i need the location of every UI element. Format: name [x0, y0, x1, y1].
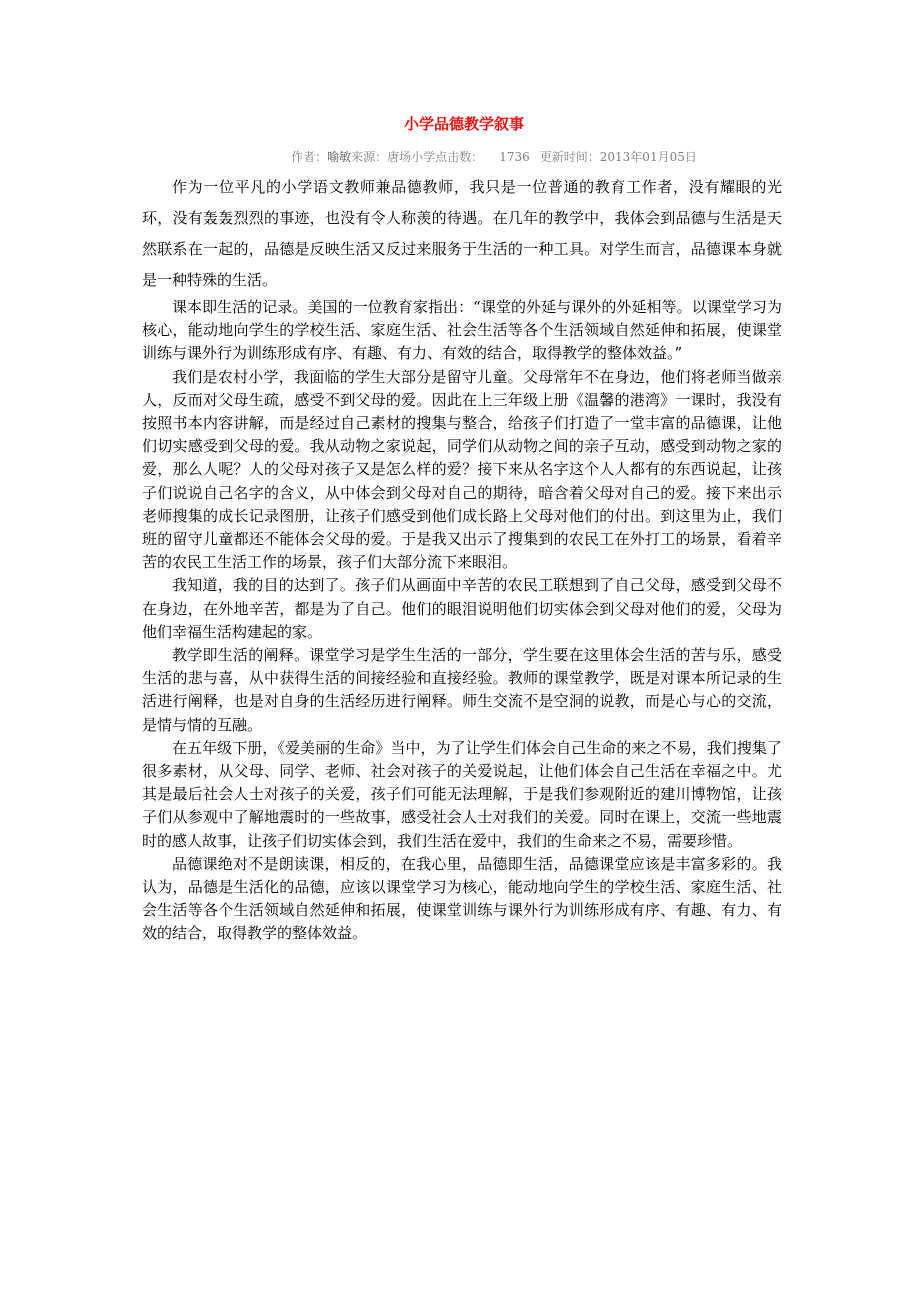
paragraph: 在五年级下册，《爱美丽的生命》当中，为了让学生们体会自己生命的来之不易，我们搜集了很多素材，从父母、同学、老师、社会对孩子的关爱说起，让他们体会自己生活在幸福之中。尤其是最后社会人士对孩子的关爱，孩子们可能无法理解，于是我们参观附近的建川博物馆，让孩子们从参观中了解地震时的一些故事，感受社会人士对我们的关爱。同时在课上，交流一些地震时的感人故事，让孩子们切实体会到，我们生活在爱中，我们的生命来之不易，需要珍惜。: [142, 738, 782, 850]
author-name: 喻敏: [327, 150, 352, 164]
paragraph: 教学即生活的阐释。课堂学习是学生生活的一部分，学生要在这里体会生活的苦与乐，感受生活的悲与喜，从中获得生活的间接经验和直接经验。教师的课堂教学，既是对课本所记录的生活进行阐释，也是对自身的生活经历进行阐释。师生交流不是空洞的说教，而是心与心的交流，是情与情的互融。: [142, 646, 782, 734]
source-value: 唐场小学: [387, 150, 436, 164]
paragraph: 作为一位平凡的小学语文教师兼品德教师，我只是一位普通的教育工作者，没有耀眼的光环，没有轰轰烈烈的事迹，也没有令人称羡的待遇。在几年的教学中，我体会到品德与生活是天然联系在一起的，品德是反映生活又反过来服务于生活的一种工具。对学生而言，品德课本身就是一种特殊的生活。: [142, 178, 782, 289]
source-label: 来源：: [351, 150, 388, 164]
updated-label: 更新时间：: [539, 150, 600, 164]
paragraph: 我知道，我的目的达到了。孩子们从画面中辛苦的农民工联想到了自己父母，感受到父母不在身边，在外地辛苦，都是为了自己。他们的眼泪说明他们切实体会到父母对他们的爱，父母为他们幸福生活构建起的家。: [142, 576, 782, 641]
paragraph: 课本即生活的记录。美国的一位教育家指出：“课堂的外延与课外的外延相等。以课堂学习为核心，能动地向学生的学校生活、家庭生活、社会生活等各个生活领域自然延伸和拓展，使课堂训练与课外行为训练形成有序、有趣、有力、有效的结合，取得教学的整体效益。”: [142, 298, 782, 363]
updated-value: 2013年01月05日: [599, 150, 697, 164]
paragraph: 品德课绝对不是朗读课，相反的，在我心里，品德即生活，品德课堂应该是丰富多彩的。我认为，品德是生活化的品德，应该以课堂学习为核心，能动地向学生的学校生活、家庭生活、社会生活等各个生活领域自然延伸和拓展，使课堂训练与课外行为训练形成有序、有趣、有力、有效的结合，取得教学的整体效益。: [142, 854, 782, 943]
article-title: 小学品德教学叙事: [403, 115, 524, 133]
article: [142, 112, 782, 946]
article-meta: [142, 148, 782, 166]
clicks-value: 1736: [499, 150, 530, 164]
clicks-label: 点击数：: [435, 150, 484, 164]
author-label: 作者：: [291, 150, 328, 164]
paragraph: 我们是农村小学，我面临的学生大部分是留守儿童。父母常年不在身边，他们将老师当做亲人，反而对父母生疏，感受不到父母的爱。因此在上三年级上册《温馨的港湾》一课时，我没有按照书本内容讲解，而是经过自己素材的搜集与整合，给孩子们打造了一堂丰富的品德课，让他们切实感受到父母的爱。我从动物之家说起，同学们从动物之间的亲子互动，感受到动物之家的爱，那么人呢？人的父母对孩子又是怎么样的爱？接下来从名字这个人人都有的东西说起，让孩子们说说自己名字的含义，从中体会到父母对自己的期待，暗含着父母对自己的爱。接下来出示老师搜集的成长记录图册，让孩子们感受到他们成长路上父母对他们的付出。到这里为止，我们班的留守儿童都还不能体会父母的爱。于是我又出示了搜集到的农民工在外打工的场景，看着辛苦的农民工生活工作的场景，孩子们大部分流下来眼泪。: [142, 367, 782, 572]
